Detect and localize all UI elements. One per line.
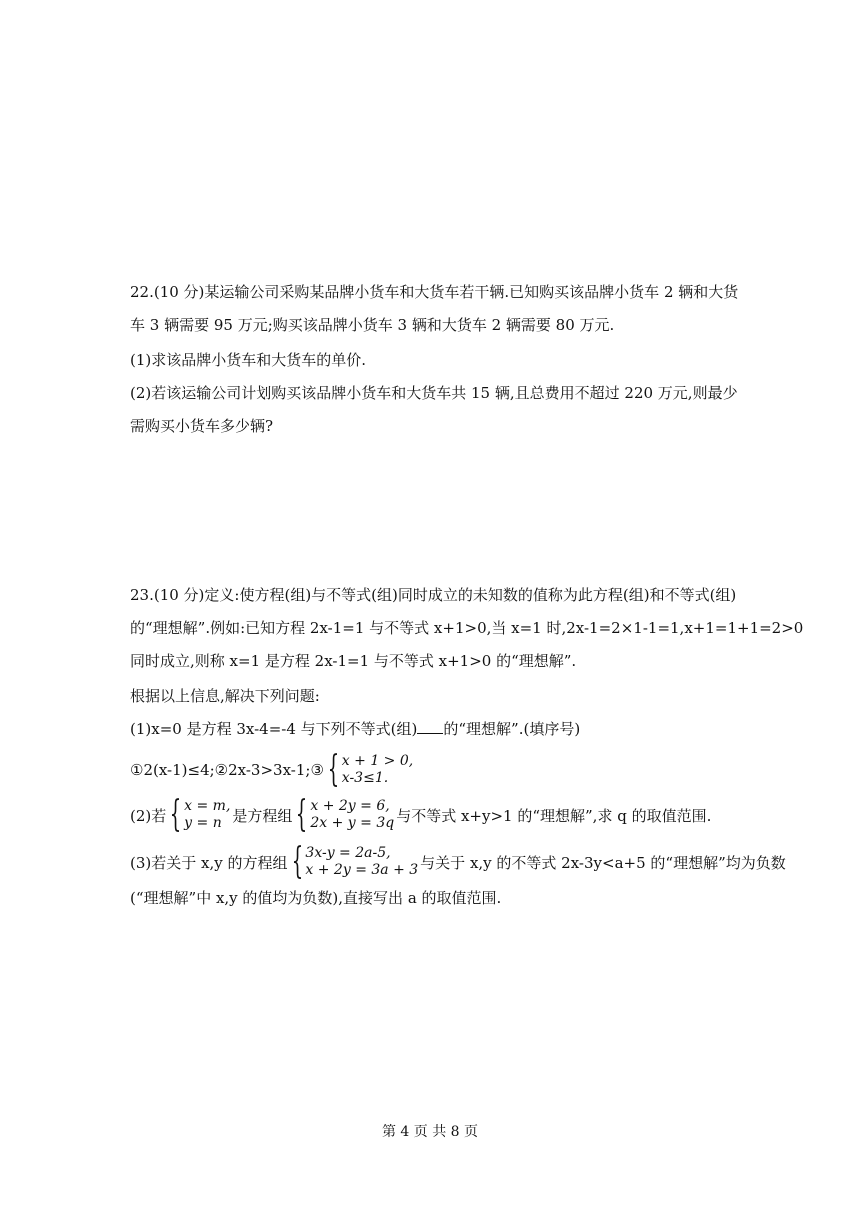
option-3-row-1: x + 1 > 0, [341,753,414,769]
option-3-row-2: x-3≤1. [341,770,389,786]
q23-line-2: 的“理想解”.例如:已知方程 2x-1=1 与不等式 x+1>0,当 x=1 时,2x-1=2×1-1=1,x+1=1+1=2>0 [130,619,804,637]
q23-part-2 [130,795,730,835]
equation-row-2: 2x + y = 3q [310,815,395,831]
solution-row-1: x = m, [184,798,231,814]
q23-part-2-prefix: (2)若 [130,806,167,825]
q23-part-3-suffix: 与关于 x,y 的不等式 2x-3y<a+5 的“理想解”均为负数 [420,853,786,872]
q23-part-1-text-b: 的“理想解”.(填序号) [443,720,581,738]
solution-system [184,798,230,832]
part-3-row-2: x + 2y = 3a + 3 [305,862,419,878]
q22-line-2: 车 3 辆需要 95 万元;购买该品牌小货车 3 辆和大货车 2 辆需要 80 万元. [130,316,615,334]
left-brace: { [169,794,182,835]
q23-part-3-line-2: (“理想解”中 x,y 的值均为负数),直接写出 a 的取值范围. [130,889,502,907]
answer-blank [417,719,443,734]
q22-line-1: 22.(10 分)某运输公司采购某品牌小货车和大货车若干辆.已知购买该品牌小货车 2 辆和大货 [130,283,739,301]
part-3-row-1: 3x-y = 2a-5, [305,845,391,861]
left-brace: { [327,749,340,790]
option-3-system [342,753,413,787]
q22-part-1: (1)求该品牌小货车和大货车的单价. [130,351,367,369]
solution-row-2: y = n [184,815,222,831]
q23-line-4: 根据以上信息,解决下列问题: [130,687,320,705]
q23-part-3-prefix: (3)若关于 x,y 的方程组 [130,853,288,872]
q23-part-1 [130,719,730,739]
q23-part-2-suffix: 与不等式 x+y>1 的“理想解”,求 q 的取值范围. [396,806,712,825]
q23-line-1: 23.(10 分)定义:使方程(组)与不等式(组)同时成立的未知数的值称为此方程(组)和不等式(组) [130,586,737,604]
part-3-system [305,845,418,879]
left-brace: { [296,794,308,835]
equation-system [310,798,394,832]
q23-line-3: 同时成立,则称 x=1 是方程 2x-1=1 与不等式 x+1>0 的“理想解”. [130,652,577,670]
q23-part-2-mid: 是方程组 [232,806,293,825]
q23-options [130,750,730,790]
q22-part-2-line-1: (2)若该运输公司计划购买该品牌小货车和大货车共 15 辆,且总费用不超过 220 万元,则最少 [130,384,738,402]
equation-row-1: x + 2y = 6, [310,798,390,814]
q23-part-3 [130,841,786,882]
q22-part-2-line-2: 需购买小货车多少辆? [130,417,274,435]
page-footer: 第 4 页 共 8 页 [381,1124,479,1140]
q23-part-1-text-a: (1)x=0 是方程 3x-4=-4 与下列不等式(组) [130,720,418,738]
q23-options-prefix: ①2(x-1)≤4;②2x-3>3x-1;③ [130,761,324,779]
left-brace: { [291,841,303,882]
